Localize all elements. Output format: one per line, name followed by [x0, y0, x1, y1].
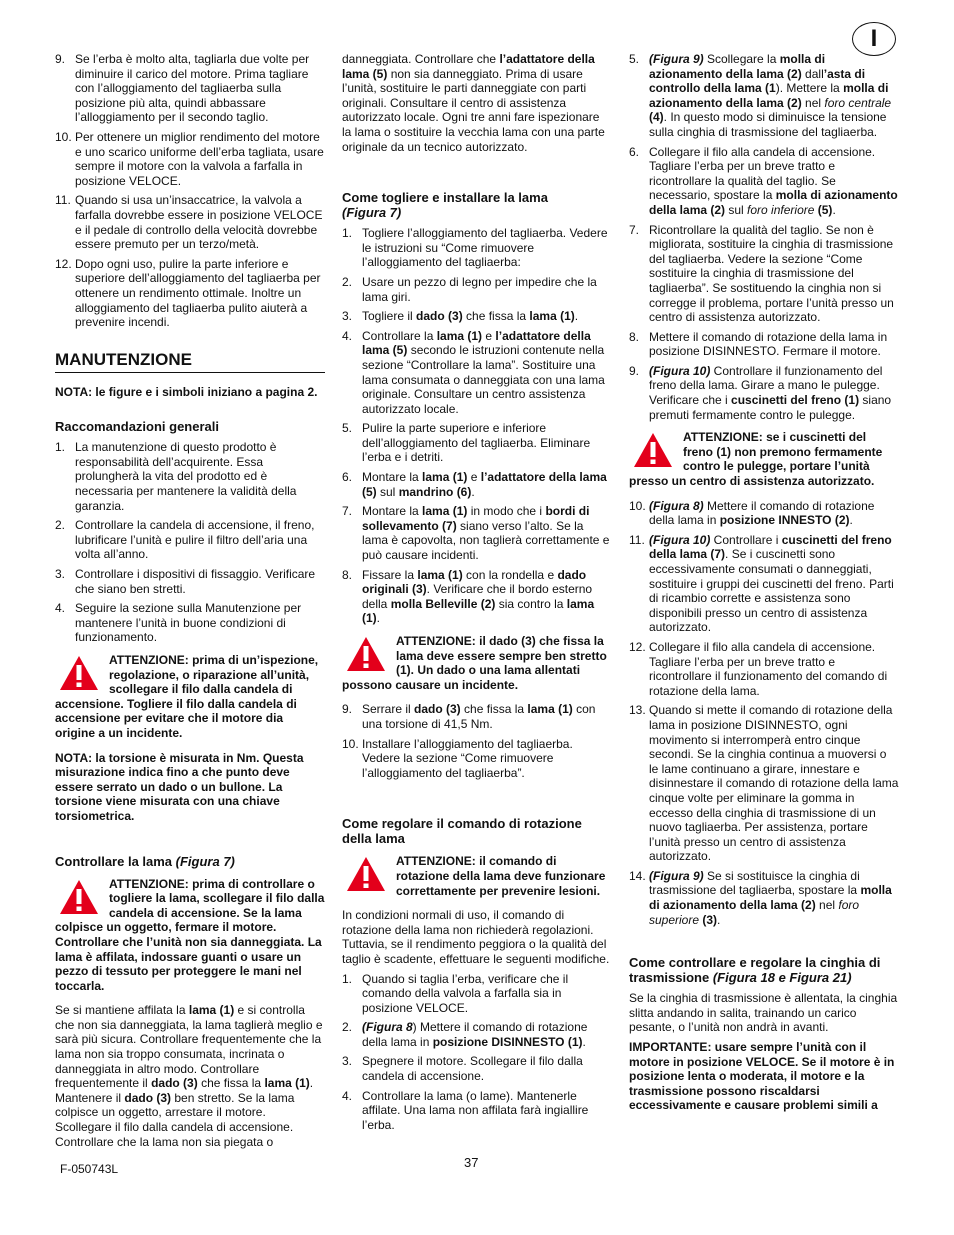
- list-item: [342, 1089, 612, 1133]
- list-text: Controllare i dispositivi di fissaggio. Verificare che siano ben stretti.: [75, 567, 316, 596]
- list-item: [629, 364, 899, 422]
- list-text: Quando si mette il comando di rotazione della lama in posizione DISINNESTO, ogni movimento si interromperà entro cinque secondi. Se la cinghia continua a muoversi o le lame continuano a girare, innestare e disinnestare il comando di rotazione della lama cinque volte per eliminare la gomma in eccesso della cinghia di trasmissione di un nuovo tagliaerba. Per assistenza, portare l’unità presso un centro di assistenza autorizzato.: [649, 703, 899, 864]
- list-number: 1.: [342, 971, 353, 986]
- warning-block: [629, 430, 899, 488]
- list-text: (Figura 8) Mettere il comando di rotazione della lama in posizione INNESTO (2).: [649, 498, 875, 528]
- warning-text: ATTENZIONE: prima di controllare o togliere la lama, scollegare il filo dalla candela di accensione. Se la lama colpisce un oggetto, fermare il motore. Controllare che l’unità non sia danneggiata. La lama è affilata, indossare guanti o usare un pezzo di tessuto per proteggere le mani nel toccarla.: [55, 876, 325, 993]
- list-text: (Figura 10) Controllare i cuscinetti del freno della lama (7). Se i cuscinetti sono eccessivamente consumati o danneggiati, sostituire i gruppi dei cuscinetti del freno. Parti di ricambio corrette e assistenza sono disponibili presso un centro di assistenza autorizzato.: [649, 532, 894, 635]
- list-text: (Figura 9) Se si sostituisce la cinghia di trasmissione del tagliaerba, spostare la molla di azionamento della lama (2) nel foro superiore (3).: [649, 868, 892, 927]
- adjust-list: [342, 972, 612, 1133]
- list-item: [55, 518, 325, 562]
- column-2: [342, 52, 612, 1137]
- list-text: Installare l’alloggiamento del tagliaerba. Vedere la sezione “Come rimuovere l’alloggiamento del tagliaerba”.: [362, 736, 573, 780]
- list-item: [629, 330, 899, 359]
- warning-icon: [59, 655, 99, 691]
- blade-paragraph: Se si mantiene affilata la lama (1) e si controlla che non sia danneggiata, la lama taglierà meglio e sarà più sicura. Controllare frequentemente che la lama non sia troppo consumata, incrinata o danneggiata in altro modo. Controllare frequentemente il dado (3) che fissa la lama (1). Mantenere il dado (3) ben stretto. Se la lama colpisce un oggetto, arrestare il motore. Scollegare il filo dalla candela di accensione. Controllare che la lama non sia piegata o: [55, 1003, 323, 1149]
- general-recommendations-list: [55, 440, 325, 645]
- list-text: Montare la lama (1) e l’adattatore della lama (5) sul mandrino (6).: [362, 470, 607, 499]
- subheading-general-recommendations: Raccomandazioni generali: [55, 419, 219, 435]
- subheading-check-blade: [55, 854, 325, 869]
- subheading-text: Controllare la lama: [55, 853, 176, 869]
- list-text: (Figura 9) Scollegare la molla di azionamento della lama (2) dall’asta di controllo della lama (1). Mettere la molla di azionamento della lama (2) nel foro centrale (4). In questo modo si diminuisce la tensione sulla cinghia di trasmissione del tagliaerba.: [649, 52, 892, 139]
- column-1: [55, 52, 325, 1154]
- list-item: [342, 470, 612, 499]
- list-number: 6.: [629, 144, 640, 159]
- figure-ref: (Figura 7): [342, 205, 402, 221]
- list-item: [629, 533, 899, 635]
- list-text: Collegare il filo alla candela di accensione. Tagliare l’erba per un breve tratto e ricontrollare la qualità del taglio. Se necessario, spostare la molla di azionamento della lama (2) sul foro inferiore (5).: [649, 144, 898, 217]
- adjust-list-continued: [629, 52, 899, 422]
- warning-text: ATTENZIONE: prima di un’ispezione, regolazione, o riparazione all’unità, scollegare il filo dalla candela di accensione. Togliere il filo dalla candela di accensione per evitare che il motore dia origine a un incidente.: [55, 653, 319, 740]
- list-text: Fissare la lama (1) con la rondella e dado originali (3). Verificare che il bordo esterno della molla Belleville (2) sia contro la lama (1).: [362, 567, 595, 626]
- list-text: Ricontrollare la qualità del taglio. Se non è migliorata, sostituire la cinghia di trasmissione del tagliaerba. Vedere la sezione “Come sostituire la cinghia di trasmissione del tagliaerba”. Se sostituendo la cinghia non si corregge il problema, portare l’unità presso un centro di assistenza autorizzato.: [649, 222, 894, 325]
- important-paragraph: IMPORTANTE: usare sempre l’unità con il motore in posizione VELOCE. Se il motore è in posizione lenta o moderata, il motore e la trasmissione possono riscaldarsi eccessivamente e causare problemi simili a: [629, 1040, 895, 1113]
- list-number: 8.: [342, 567, 353, 582]
- list-number: 4.: [342, 1088, 353, 1103]
- remove-install-list: [342, 226, 612, 626]
- list-text: Togliere l’alloggiamento del tagliaerba. Vedere le istruzioni su “Come rimuovere l’alloggiamento del tagliaerba:: [362, 226, 608, 270]
- list-number: 14.: [629, 868, 646, 883]
- list-number: 9.: [342, 702, 353, 717]
- list-text: (Figura 8) Mettere il comando di rotazione della lama in posizione DISINNESTO (1).: [362, 1020, 588, 1049]
- list-number: 5.: [342, 421, 353, 436]
- list-item: [629, 52, 899, 140]
- language-badge: I: [852, 22, 896, 56]
- list-item: [342, 568, 612, 626]
- list-number: 3.: [342, 1054, 353, 1069]
- subheading-remove-install-blade: [342, 190, 612, 220]
- list-number: 13.: [629, 703, 646, 718]
- list-item: [55, 52, 325, 125]
- warning-text: ATTENZIONE: il dado (3) che fissa la lama deve essere sempre ben stretto (1). Un dado o una lama allentati possono causare un incidente.: [342, 634, 607, 692]
- list-number: 12.: [629, 639, 646, 654]
- list-number: 9.: [55, 52, 66, 66]
- list-text: Togliere il dado (3) che fissa la lama (1).: [362, 309, 579, 324]
- list-item: [629, 499, 899, 528]
- list-text: Seguire la sezione sulla Manutenzione per mantenere l’unità in buone condizioni di funzionamento.: [75, 601, 302, 645]
- figures-note: NOTA: le figure e i simboli iniziano a pagina 2.: [55, 384, 318, 399]
- section-heading-maintenance: MANUTENZIONE: [55, 350, 325, 373]
- list-text: Quando si taglia l’erba, verificare che il comando della valvola a farfalla sia in posizione VELOCE.: [362, 971, 569, 1015]
- list-number: 4.: [55, 601, 66, 616]
- subheading-text: Come controllare e regolare la cinghia di trasmissione: [629, 955, 881, 986]
- list-item: [629, 145, 899, 218]
- figure-ref: (Figura 7): [175, 853, 235, 869]
- list-text: Controllare la lama (1) e l’adattatore della lama (5) secondo le istruzioni contenute nella sezione “Controllare la lama”. Sostituire una lama consumata o danneggiata con una lama originale. Consultare un centro assistenza autorizzato locale.: [362, 328, 605, 416]
- list-number: 10.: [55, 129, 72, 144]
- list-item: [55, 193, 325, 251]
- list-item: [342, 1020, 612, 1049]
- list-number: 3.: [55, 567, 66, 582]
- mowing-tips-list: [55, 52, 325, 330]
- list-text: Usare un pezzo di legno per impedire che la lama giri.: [362, 274, 597, 304]
- list-number: 12.: [55, 256, 72, 271]
- subheading-adjust-blade-control: Come regolare il comando di rotazione della lama: [342, 816, 582, 847]
- adjust-paragraph: In condizioni normali di uso, il comando di rotazione della lama non richiederà regolazioni. Tuttavia, se il rendimento peggiora o la qualità del taglio è scadente, effettuare le seguenti modifiche.: [342, 908, 610, 966]
- list-text: Controllare la candela di accensione, il freno, lubrificare l’unità e pulire il filtro dell’aria una volta all’anno.: [75, 518, 315, 562]
- torque-note: NOTA: la torsione è misurata in Nm. Questa misurazione indica fino a che punto deve essere serrato un dado o un bullone. La torsione viene misurata con una chiave torsiometrica.: [55, 750, 304, 823]
- list-item: [342, 275, 612, 304]
- list-number: 2.: [55, 518, 66, 533]
- list-item: [342, 226, 612, 270]
- warning-block: [55, 653, 325, 741]
- list-item: [342, 421, 612, 465]
- list-text: Dopo ogni uso, pulire la parte inferiore e superiore dell’alloggiamento del tagliaerba per ottenere un rendimento ottimale. Inoltre un alloggiamento del tagliaerba pulito aiuterà a prevenire incendi.: [75, 256, 321, 330]
- drive-belt-paragraph: Se la cinghia di trasmissione è allentata, la cinghia slitta andando in salita, trainando un carico pesante, o l’unità non andrà in avanti.: [629, 991, 898, 1035]
- list-number: 11.: [629, 532, 645, 547]
- warning-icon: [346, 636, 386, 672]
- list-item: [55, 567, 325, 596]
- list-text: Serrare il dado (3) che fissa la lama (1) con una torsione di 41,5 Nm.: [362, 702, 596, 731]
- list-text: Pulire la parte superiore e inferiore dell’alloggiamento del tagliaerba. Eliminare l’erba e i detriti.: [362, 421, 591, 465]
- list-number: 11.: [55, 193, 71, 208]
- warning-block: [342, 634, 612, 692]
- list-number: 9.: [629, 363, 640, 378]
- warning-icon: [633, 432, 673, 468]
- warning-icon: [59, 879, 99, 915]
- list-text: Per ottenere un miglior rendimento del motore e uno scarico uniforme dell’erba tagliata, usare sempre il motore con la valvola a farfalla in posizione VELOCE.: [75, 129, 324, 188]
- list-number: 2.: [342, 1020, 353, 1035]
- list-number: 4.: [342, 328, 353, 343]
- list-text: La manutenzione di questo prodotto è responsabilità dell’acquirente. Essa prolungherà la vita del prodotto ed è necessaria per mantenere la validità della garanzia.: [75, 440, 297, 513]
- list-number: 1.: [342, 226, 353, 241]
- warning-block: [55, 877, 325, 994]
- blade-paragraph-continued: danneggiata. Controllare che l’adattatore della lama (5) non sia danneggiato. Prima di usare l’unità, sostituire le parti danneggiate con parti originali. Consultare il centro di assistenza autorizzato locale. Ogni tre anni fare ispezionare la lama o sostituire la vecchia lama con una parte originale da un tecnico autorizzato.: [342, 52, 605, 154]
- list-item: [629, 640, 899, 698]
- list-text: Quando si usa un’insaccatrice, la valvola a farfalla dovrebbe essere in posizione VELOCE e il pedale di controllo della velocità dovrebbe essere premuto per un terzo/metà.: [75, 193, 323, 252]
- warning-text: ATTENZIONE: il comando di rotazione della lama deve funzionare correttamente per prevenire lesioni.: [396, 854, 606, 898]
- list-item: [342, 309, 612, 324]
- column-3: [629, 52, 899, 1118]
- subheading-text: Come togliere e installare la lama: [342, 190, 548, 206]
- list-item: [55, 130, 325, 188]
- list-item: [55, 257, 325, 330]
- list-item: [342, 504, 612, 562]
- list-number: 7.: [629, 222, 640, 237]
- list-item: [342, 737, 612, 781]
- list-item: [629, 703, 899, 864]
- list-number: 7.: [342, 504, 353, 519]
- list-number: 2.: [342, 274, 353, 289]
- list-text: Spegnere il motore. Scollegare il filo dalla candela di accensione.: [362, 1054, 583, 1084]
- subheading-drive-belt: [629, 955, 899, 985]
- remove-install-list-continued: [342, 702, 612, 780]
- list-item: [55, 440, 325, 513]
- list-item: [629, 869, 899, 927]
- list-item: [342, 329, 612, 417]
- list-number: 10.: [629, 498, 646, 513]
- document-code: F-050743L: [60, 1162, 119, 1176]
- list-item: [342, 1054, 612, 1083]
- warning-block: [342, 854, 612, 898]
- list-number: 10.: [342, 736, 359, 751]
- list-text: Montare la lama (1) in modo che i bordi di sollevamento (7) siano verso l’alto. Se la lama è capovolta, non taglierà correttamente e può causare incidenti.: [362, 504, 610, 563]
- list-item: [342, 702, 612, 731]
- figure-ref: (Figura 18 e Figura 21): [712, 970, 852, 986]
- list-text: Controllare la lama (o lame). Mantenerle affilate. Una lama non affilata farà ingiallire l’erba.: [362, 1088, 589, 1132]
- list-item: [629, 223, 899, 325]
- adjust-list-end: [629, 499, 899, 928]
- warning-icon: [346, 856, 386, 892]
- list-text: (Figura 10) Controllare il funzionamento del freno della lama. Girare a mano le pulegge. Verificare che i cuscinetti del freno (1) siano premuti fermamente contro le pulegge.: [649, 363, 892, 422]
- warning-text: ATTENZIONE: se i cuscinetti del freno (1) non premono fermamente contro le pulegge, portare l’unità presso un centro di assistenza autorizzato.: [629, 430, 883, 489]
- list-text: Collegare il filo alla candela di accensione. Tagliare l’erba per un breve tratto e ricontrollare il funzionamento del comando di rotazione della lama.: [649, 639, 888, 698]
- list-item: [55, 601, 325, 645]
- list-text: Mettere il comando di rotazione della lama in posizione DISINNESTO. Fermare il motore.: [649, 329, 888, 359]
- list-number: 1.: [55, 440, 66, 455]
- page-number: 37: [464, 1155, 479, 1170]
- list-item: [342, 972, 612, 1016]
- list-number: 3.: [342, 309, 353, 324]
- list-text: Se l’erba è molto alta, tagliarla due volte per diminuire il carico del motore. Prima tagliare con l’alloggiamento del tagliaerba sulla posizione più alta, quindi abbassare l’alloggiamento per il secondo taglio.: [75, 52, 310, 125]
- list-number: 8.: [629, 329, 640, 344]
- list-number: 5.: [629, 52, 640, 66]
- list-number: 6.: [342, 470, 353, 485]
